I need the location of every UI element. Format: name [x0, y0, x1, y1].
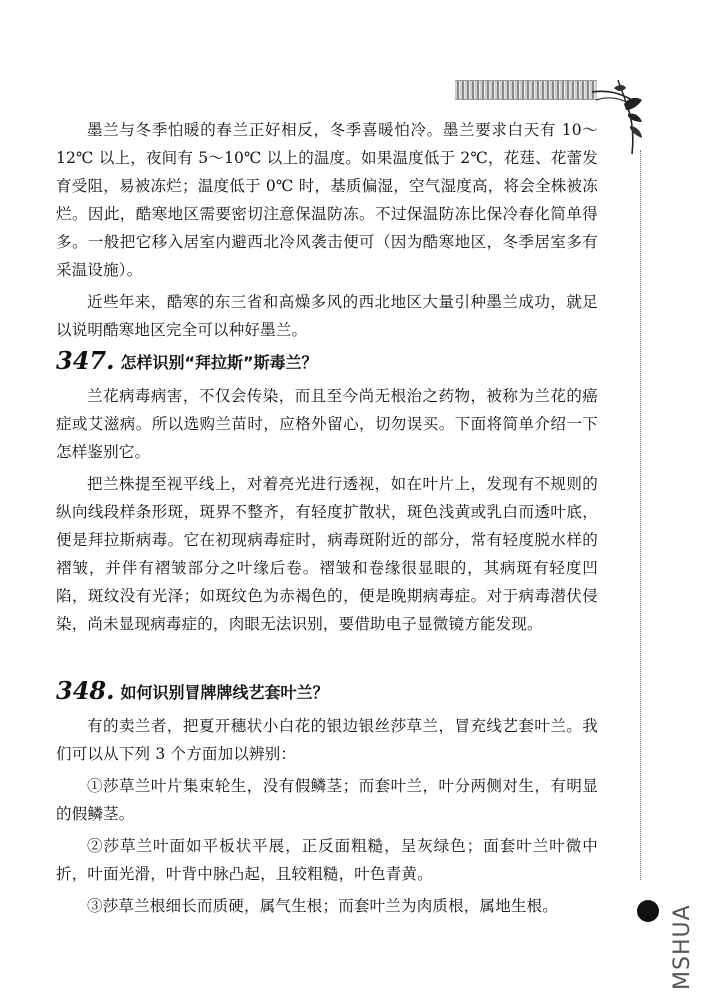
section-number: 347.	[56, 346, 115, 375]
paragraph: 把兰株提至视平线上，对着亮光进行透视，如在叶片上，发现有不规则的纵向线段样条形斑，斑界不整齐，有轻度扩散状，斑色浅黄或乳白而透叶底，便是拜拉斯病毒。它在初现病毒症时，病毒斑附近的部分，常有轻度脱水样的褶皱，并伴有褶皱部分之叶缘后卷。褶皱和卷缘很显眼的，其病斑有轻度凹陷，斑纹没有光泽；如斑纹色为赤褐色的，便是晚期病毒症。对于病毒潜伏侵染，尚未显现病毒症的，肉眼无法识别，要借助电子显微镜方能发现。	[56, 475, 598, 633]
watermark-text: MSHUA	[670, 904, 695, 990]
section-title: 怎样识别“拜拉斯”斯毒兰？	[120, 353, 318, 372]
paragraph: 兰花病毒病害，不仅会传染，而且至今尚无根治之药物，被称为兰花的癌症或艾滋病。所以选购兰苗时，应格外留心，切勿误买。下面将简单介绍一下怎样鉴别它。	[56, 387, 598, 461]
bullet-dot-icon	[637, 900, 659, 922]
list-item: ①莎草兰叶片集束轮生，没有假鳞茎；而套叶兰，叶分两侧对生，有明显的假鳞茎。	[56, 777, 598, 823]
paragraph: 墨兰与冬季怕暖的春兰正好相反，冬季喜暖怕冷。墨兰要求白天有 10～12℃ 以上，夜间有 5～10℃ 以上的温度。如果温度低于 2℃，花莛、花蕾发育受阻，易被冻烂；温度低于 0℃ 时，基质偏湿，空气湿度高，将会全株被冻烂。因此，酷寒地区需要密切注意保温防冻。不过保温防冻比保冷春化简单得多。一般把它移入居室内避西北冷风袭击便可（因为酷寒地区，冬季居室多有采温设施）。	[56, 121, 598, 279]
section-348-body	[56, 712, 598, 920]
section-347-body	[56, 382, 598, 638]
intro-text-block	[56, 116, 598, 344]
paragraph: 近些年来，酷寒的东三省和高燥多风的西北地区大量引种墨兰成功，就足以说明酷寒地区完全可以种好墨兰。	[56, 293, 598, 339]
section-title: 如何识别冒牌牌线艺套叶兰？	[120, 683, 329, 702]
section-348-heading	[56, 676, 596, 708]
margin-dotted-line	[640, 150, 641, 880]
list-item: ②莎草兰叶面如平板状平展，正反面粗糙，呈灰绿色；面套叶兰叶微中折，叶面光滑，叶背中脉凸起，且较粗糙，叶色青黄。	[56, 837, 598, 883]
list-item: ③莎草兰根细长而质硬，属气生根；而套叶兰为肉质根，属地生根。	[87, 897, 559, 915]
section-347-heading	[56, 346, 596, 378]
paragraph: 有的卖兰者，把夏开穗状小白花的银边银丝莎草兰，冒充线艺套叶兰。我们可以从下列 3 个方面加以辨别：	[56, 717, 598, 763]
header-ornament-band	[455, 80, 597, 100]
section-number: 348.	[56, 676, 115, 705]
